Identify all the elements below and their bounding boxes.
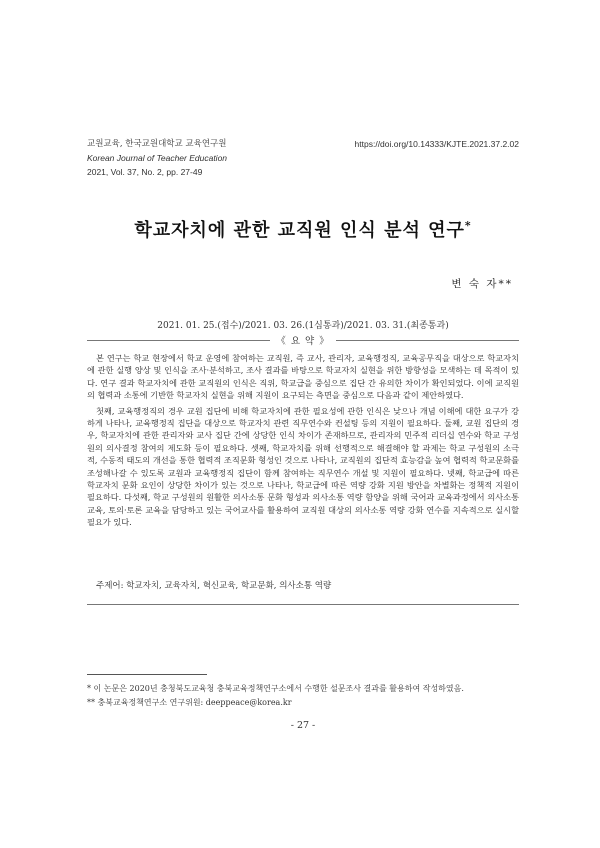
author-name: 변 숙 자** [451,278,513,290]
footnotes [87,682,519,710]
page-number: - 27 - [290,720,316,731]
paper-title [87,216,519,242]
footnote-funding: * 이 논문은 2020년 충청북도교육청 충북교육정책연구소에서 수행한 설문조사 결과를 활용하여 작성하였음. [87,684,464,693]
abstract-paragraph: 첫째, 교육행정직의 경우 교원 집단에 비해 학교자치에 관한 필요성에 관한 인식은 낮으나 개념 이해에 대한 요구가 강하게 나타나, 교육행정직 집단을 대상으로 학교자치 관련 직무연수와 컨설팅 등의 지원이 필요하다. 둘째, 교원 집단의 경우, 학교자치에 관한 관리자와 교사 집단 간에 상당한 인식 차이가 존재하므로, 관리자의 민주적 리더십 연수와 학교 구성원의 의사결정 참여의 제도화 등이 필요하다. 셋째, 학교자치를 위해 선행적으로 해결해야 할 과제는 학교 구성원의 소극적, 수동적 태도의 개선을 통한 협력적 조직문화 형성인 것으로 나타나, 교직원의 집단적 효능감을 높여 협력적 학교문화를 조성해나갈 수 있도록 교원과 교육행정직 집단이 함께 참여하는 직무연수 개설 및 지원이 필요하다. 넷째, 학교급에 따른 학교자치 문화 요인이 상당한 차이가 있는 것으로 나타나, 학교급에 따른 역량 강화 지원 방안을 차별화는 정책적 지원이 필요하다. 다섯째, 학교 구성원의 원활한 의사소통 문화 형성과 의사소통 역량 함양을 위해 국어과 교육과정에서 의사소통 교육, 토의·토론 교육을 담당하고 있는 국어교사를 활용하여 교직원 대상의 의사소통 역량 강화 연수를 지속적으로 실시할 필요가 있다. [87,405,519,528]
header-top-row [87,137,519,151]
footnote-divider [87,674,207,675]
abstract-bottom-rule [87,604,519,605]
submission-dates: 2021. 01. 25.(접수)/2021. 03. 26.(1심통과)/2021. 03. 31.(최종통과) [157,321,449,331]
abstract-heading-label: 《 요 약 》 [276,336,330,347]
abstract-paragraph: 본 연구는 학교 현장에서 학교 운영에 참여하는 교직원, 즉 교사, 관리자, 교육행정직, 교육공무직을 대상으로 학교자치에 관한 실행 양상 및 인식을 조사·분석하고, 조사 결과를 바탕으로 학교자치 실현을 위한 방향성을 모색하는 데 목적이 있다. 연구 결과 학교자치에 관한 교직원의 인식은 직위, 학교급을 중심으로 집단 간 유의한 차이가 확인되었다. 이에 교직원의 협력과 소통에 기반한 학교자치 실현을 위해 지원이 요구되는 측면을 중심으로 다음과 같이 제안하였다. [87,353,519,401]
abstract-rule-left [87,340,270,341]
journal-header [87,137,519,179]
footnote-author: ** 충북교육정책연구소 연구위원: deeppeace@korea.kr [87,698,292,707]
abstract-rule-right [336,340,519,341]
journal-korean-name: 교원교육, 한국교원대학교 교육연구원 [87,139,227,149]
abstract-heading [87,334,519,346]
journal-english-name: Korean Journal of Teacher Education [87,153,228,163]
journal-volume: 2021, Vol. 37, No. 2, pp. 27-49 [87,167,203,177]
title-footnote-mark: * [464,219,472,232]
abstract-body [87,352,519,532]
keywords: 주제어: 학교자치, 교육자치, 혁신교육, 학교문화, 의사소통 역량 [96,581,332,591]
doi-link[interactable]: https://doi.org/10.14333/KJTE.2021.37.2.02 [354,139,519,149]
paper-title-text: 학교자치에 관한 교직원 인식 분석 연구 [134,220,465,241]
